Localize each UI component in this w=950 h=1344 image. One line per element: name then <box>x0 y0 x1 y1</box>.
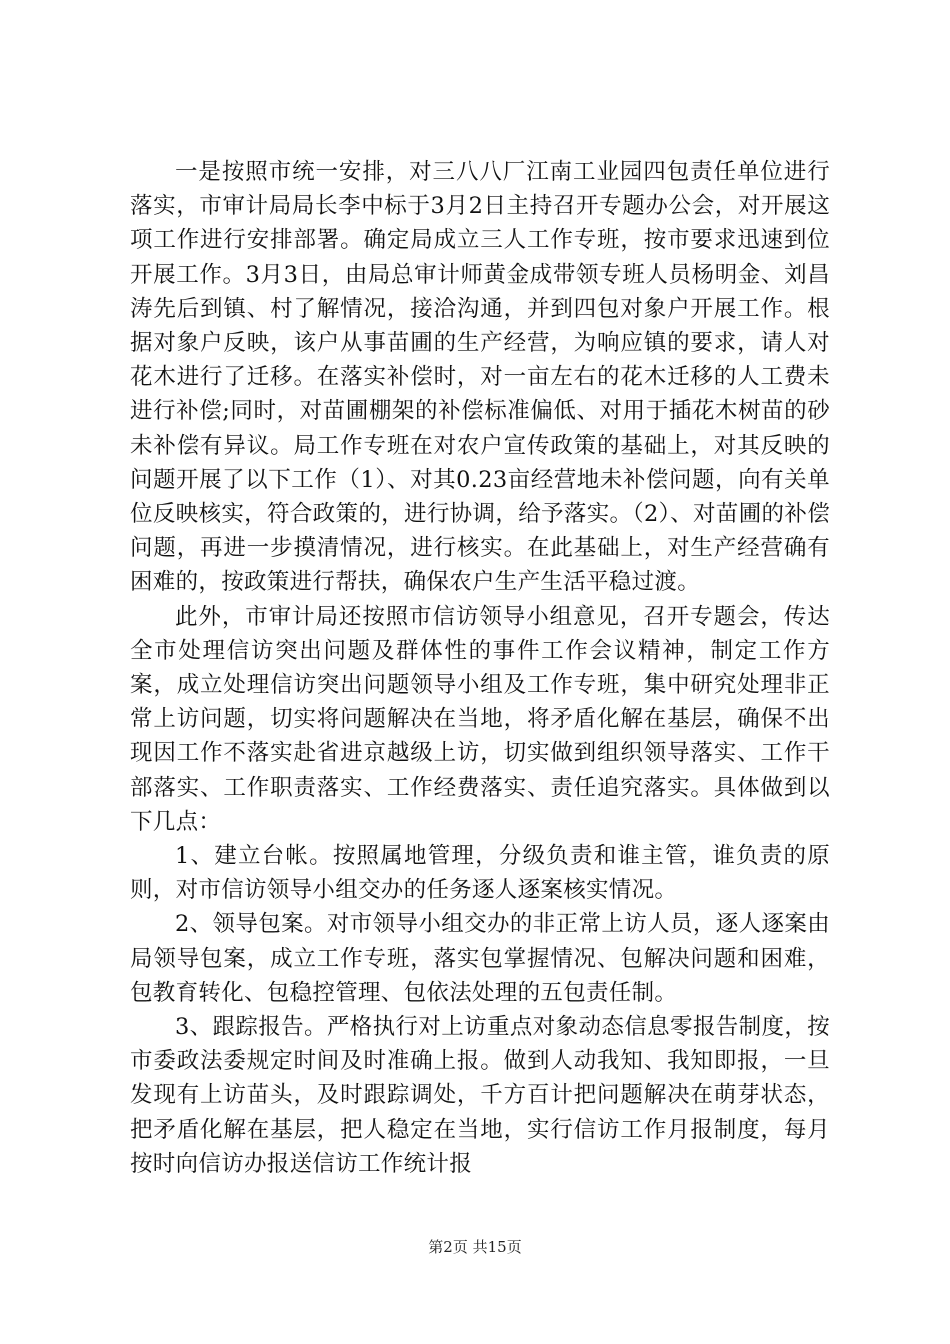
paragraph-point-2-leader-case: 2、领导包案。对市领导小组交办的非正常上访人员，逐人逐案由局领导包案，成立工作专班，落实包掌握情况、包解决问题和困难，包教育转化、包稳控管理、包依法处理的五包责任制。 <box>130 911 830 1006</box>
page-number-footer: 第2页 共15页 <box>428 1238 522 1256</box>
paragraph-point-3-tracking-report: 3、跟踪报告。严格执行对上访重点对象动态信息零报告制度，按市委政法委规定时间及时准确上报。做到人动我知、我知即报，一旦发现有上访苗头，及时跟踪调处，千方百计把问题解决在萌芽状态，把矛盾化解在基层，把人稳定在当地，实行信访工作月报制度，每月按时向信访办报送信访工作统计报 <box>130 1014 830 1177</box>
document-body <box>130 155 830 1181</box>
paragraph-point-1-ledger: 1、建立台帐。按照属地管理，分级负责和谁主管，谁负责的原则，对市信访领导小组交办的任务逐人逐案核实情况。 <box>130 843 830 904</box>
paragraph-petition-work: 此外，市审计局还按照市信访领导小组意见，召开专题会，传达全市处理信访突出问题及群体性的事件工作会议精神，制定工作方案，成立处理信访突出问题领导小组及工作专班，集中研究处理非正常上访问题，切实将问题解决在当地，将矛盾化解在基层，确保不出现因工作不落实赴省进京越级上访，切实做到组织领导落实、工作干部落实、工作职责落实、工作经费落实、责任追究落实。具体做到以下几点： <box>130 603 830 835</box>
paragraph-sihao-implementation: 一是按照市统一安排，对三八八厂江南工业园四包责任单位进行落实，市审计局局长李中标于3月2日主持召开专题办公会，对开展这项工作进行安排部署。确定局成立三人工作专班，按市要求迅速到位开展工作。3月3日，由局总审计师黄金成带领专班人员杨明金、刘昌涛先后到镇、村了解情况，接洽沟通，并到四包对象户开展工作。根据对象户反映，该户从事苗圃的生产经营，为响应镇的要求，请人对花木进行了迁移。在落实补偿时，对一亩左右的花木迁移的人工费未进行补偿;同时，对苗圃棚架的补偿标准偏低、对用于插花木树苗的砂未补偿有异议。局工作专班在对农户宣传政策的基础上，对其反映的问题开展了以下工作（1）、对其0.23亩经营地未补偿问题，向有关单位反映核实，符合政策的，进行协调，给予落实。（2）、对苗圃的补偿问题，再进一步摸清情况，进行核实。在此基础上，对生产经营确有困难的，按政策进行帮扶，确保农户生产生活平稳过渡。 <box>130 159 830 596</box>
